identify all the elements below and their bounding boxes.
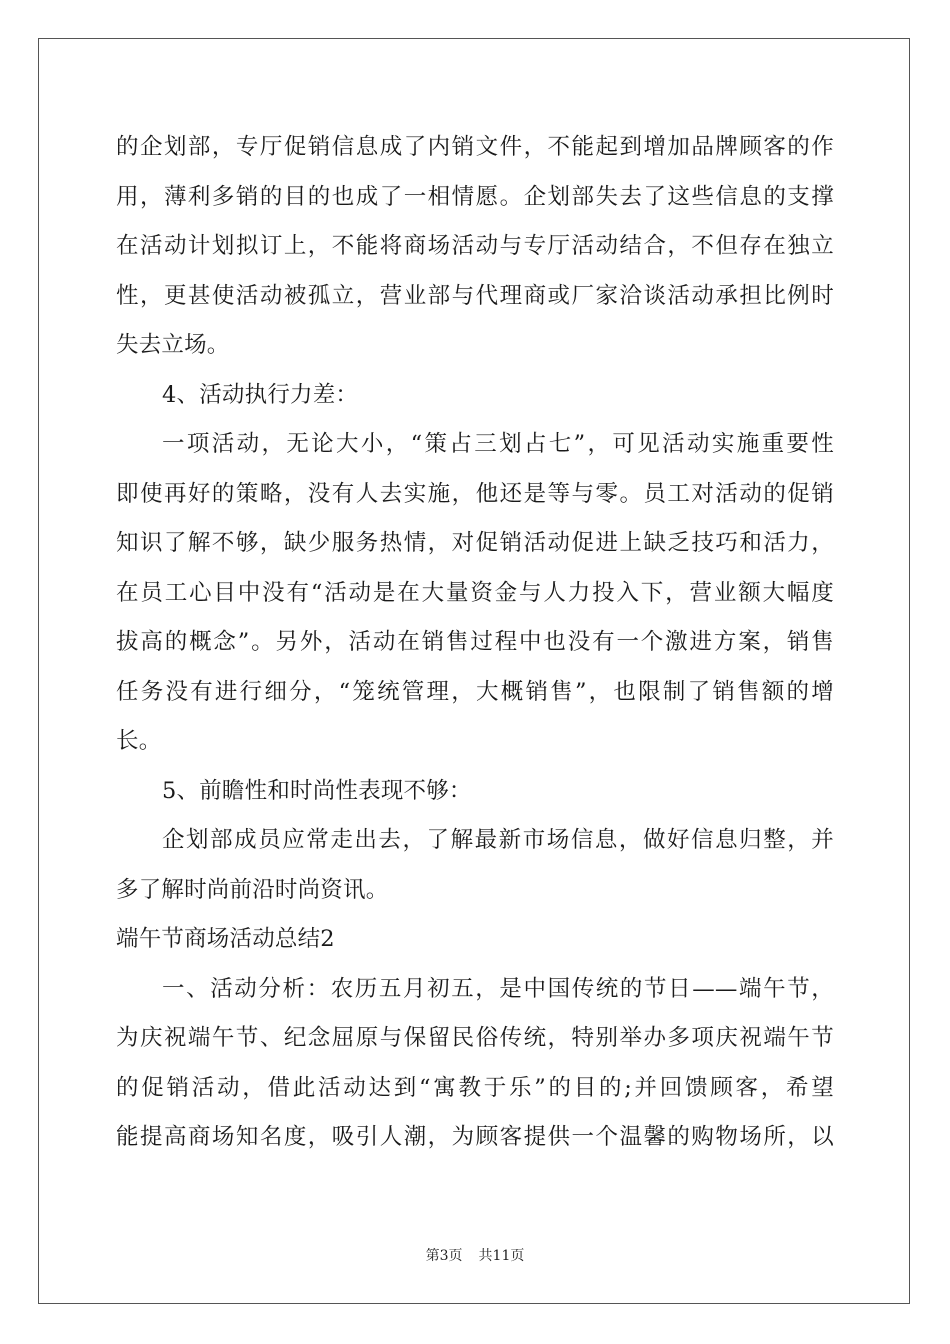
text-line: 知识了解不够，缺少服务热情，对促销活动促进上缺乏技巧和活力， <box>116 530 834 556</box>
section-heading: 5、前瞻性和时尚性表现不够： <box>162 777 472 804</box>
document-body <box>116 123 834 1163</box>
article-title: 端午节商场活动总结2 <box>116 926 335 952</box>
text-line: 的促销活动，借此活动达到“寓教于乐”的目的;并回馈顾客，希望 <box>116 1074 834 1101</box>
text-line: 为庆祝端午节、纪念屈原与保留民俗传统，特别举办多项庆祝端午节 <box>116 1025 834 1051</box>
page-footer <box>0 1245 950 1265</box>
text-line: 长。 <box>116 728 162 754</box>
page-number: 第3页 <box>425 1248 463 1264</box>
text-line: 失去立场。 <box>116 332 230 358</box>
text-line: 能提高商场知名度，吸引人潮，为顾客提供一个温馨的购物场所，以 <box>116 1124 834 1150</box>
section-heading: 4、活动执行力差： <box>162 381 359 408</box>
text-line: 一项活动，无论大小，“策占三划占七”，可见活动实施重要性 <box>162 431 834 457</box>
text-line: 任务没有进行细分，“笼统管理，大概销售”，也限制了销售额的增 <box>116 678 834 705</box>
text-line: 企划部成员应常走出去，了解最新市场信息，做好信息归整，并 <box>162 827 834 853</box>
text-line: 在活动计划拟订上，不能将商场活动与专厅活动结合，不但存在独立 <box>116 233 834 259</box>
text-line: 的企划部，专厅促销信息成了内销文件，不能起到增加品牌顾客的作 <box>116 134 834 160</box>
text-line: 性，更甚使活动被孤立，营业部与代理商或厂家洽谈活动承担比例时 <box>116 282 834 309</box>
text-line: 在员工心目中没有“活动是在大量资金与人力投入下，营业额大幅度 <box>116 579 834 606</box>
text-line: 即使再好的策略，没有人去实施，他还是等与零。员工对活动的促销 <box>116 480 834 507</box>
text-line: 用，薄利多销的目的也成了一相情愿。企划部失去了这些信息的支撑 <box>116 183 834 210</box>
text-line: 多了解时尚前沿时尚资讯。 <box>116 876 389 903</box>
page-total: 共11页 <box>478 1248 525 1264</box>
text-line: 一、活动分析：农历五月初五，是中国传统的节日——端午节， <box>162 975 834 1002</box>
text-line: 拔高的概念”。另外，活动在销售过程中也没有一个激进方案，销售 <box>116 629 834 655</box>
